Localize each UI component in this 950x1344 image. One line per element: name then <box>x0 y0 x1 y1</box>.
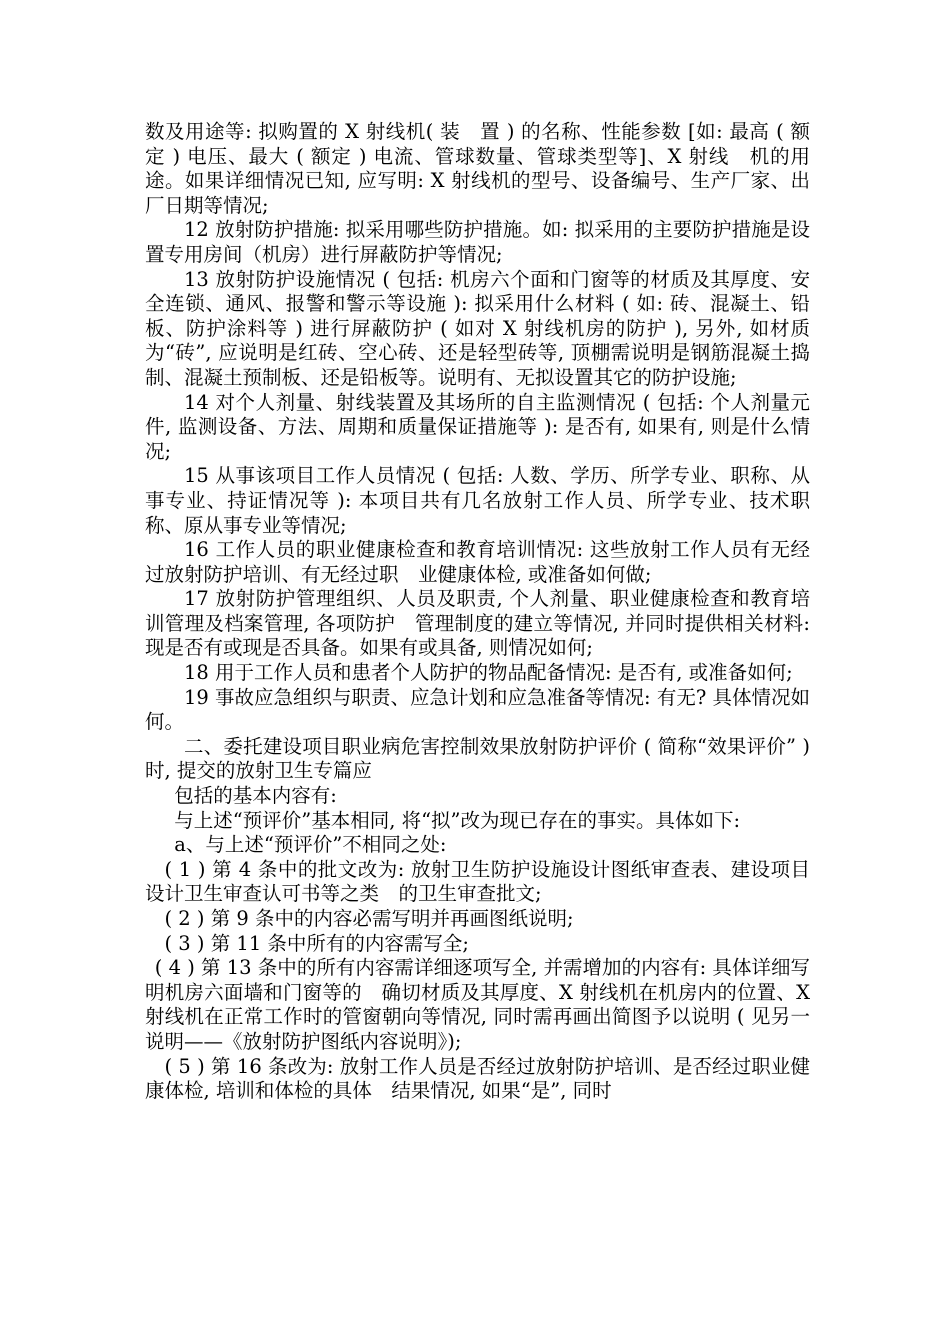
paragraph-item-18: 18 用于工作人员和患者个人防护的物品配备情况: 是否有, 或准备如何; <box>184 661 793 685</box>
paragraph-item-17: 17 放射防护管理组织、人员及职责, 个人剂量、职业健康检查和教育培训管理及档案管理, 各项防护 管理制度的建立等情况, 并同时提供相关材料: 现是否有或现是否具备。如果有或具备, 则情况如何; <box>145 587 810 660</box>
paragraph-item-19: 19 事故应急组织与职责、应急计划和应急准备等情况: 有无? 具体情况如何。 <box>145 685 810 734</box>
paragraph-diff-4: ( 4 ) 第 13 条中的所有内容需详细逐项写全, 并需增加的内容有: 具体详细写明机房六面墙和门窗等的 确切材质及其厚度、X 射线机在机房内的位置、X 射线机在正常工作时的管窗朝向等情况, 同时需再画出简图予以说明 ( 见另一说明——《放射防护图纸内容说明》); <box>145 956 810 1053</box>
paragraph-item-14: 14 对个人剂量、射线装置及其场所的自主监测情况 ( 包括: 个人剂量元件, 监测设备、方法、周期和质量保证措施等 ): 是否有, 如果有, 则是什么情况; <box>145 390 810 463</box>
paragraph-item-12: 12 放射防护措施: 拟采用哪些防护措施。如: 拟采用的主要防护措施是设置专用房间（机房）进行屏蔽防护等情况; <box>145 218 810 266</box>
paragraph-item-15: 15 从事该项目工作人员情况 ( 包括: 人数、学历、所学专业、职称、从事专业、持证情况等 ): 本项目共有几名放射工作人员、所学专业、技术职称、原从事专业等情况; <box>145 464 810 537</box>
paragraph-item-16: 16 工作人员的职业健康检查和教育培训情况: 这些放射工作人员有无经过放射防护培训、有无经过职 业健康体检, 或准备如何做; <box>145 538 810 586</box>
paragraph-section-two: 二、委托建设项目职业病危害控制效果放射防护评价 ( 简称“效果评价” ) 时, 提交的放射卫生专篇应 <box>145 734 810 783</box>
paragraph-basic-content: 包括的基本内容有: <box>174 784 337 808</box>
paragraph-differences-heading: a、与上述“预评价”不相同之处: <box>174 833 447 857</box>
paragraph-diff-3: ( 3 ) 第 11 条中所有的内容需写全; <box>164 931 469 955</box>
paragraph-item-13: 13 放射防护设施情况 ( 包括: 机房六个面和门窗等的材质及其厚度、安全连锁、通风、报警和警示等设施 ): 拟采用什么材料 ( 如: 砖、混凝土、铅板、防护涂料等 ) 进行屏蔽防护 ( 如对 X 射线机房的防护 ), 另外, 如材质为“砖”, 应说明是红砖、空心砖、还是轻型砖等, 顶棚需说明是钢筋混凝土捣制、混凝土预制板、还是铅板等。说明有、无拟设置其它的防护设施; <box>145 267 810 389</box>
paragraph-diff-5: ( 5 ) 第 16 条改为: 放射工作人员是否经过放射防护培训、是否经过职业健康体检, 培训和体检的具体 结果情况, 如果“是”, 同时 <box>145 1054 810 1103</box>
document-body <box>145 120 810 1104</box>
paragraph-diff-1: ( 1 ) 第 4 条中的批文改为: 放射卫生防护设施设计图纸审查表、建设项目设计卫生审查认可书等之类 的卫生审查批文; <box>145 857 810 906</box>
paragraph-device-usage: 数及用途等: 拟购置的 X 射线机( 装 置 ) 的名称、性能参数 [如: 最高 ( 额定 ) 电压、最大 ( 额定 ) 电流、管球数量、管球类型等]、X 射线 机的用途。如果详细情况已知, 应写明: X 射线机的型号、设备编号、生产厂家、出厂日期等情况; <box>145 120 810 217</box>
paragraph-diff-2: ( 2 ) 第 9 条中的内容必需写明并再画图纸说明; <box>164 907 574 930</box>
paragraph-same-as-pre-evaluation: 与上述“预评价”基本相同, 将“拟”改为现已存在的事实。具体如下: <box>174 808 741 832</box>
